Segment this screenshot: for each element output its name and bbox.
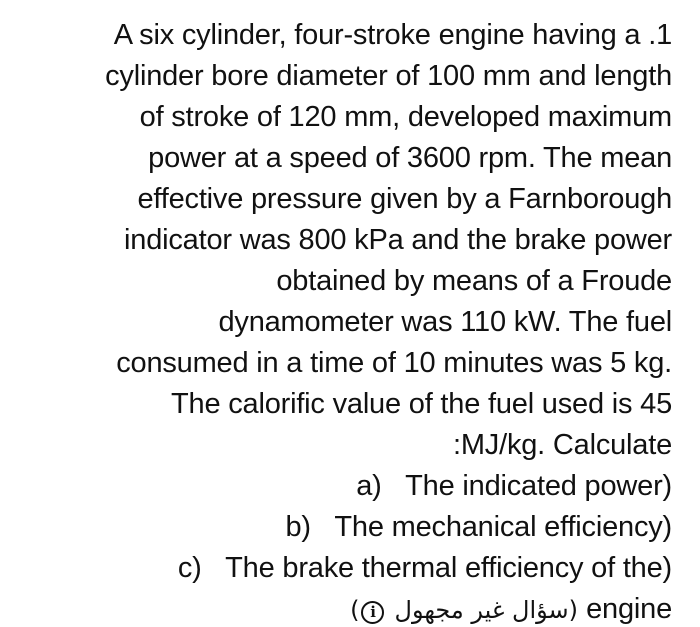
question-line-2: cylinder bore diameter of 100 mm and length [105,60,672,92]
question-line-11: :MJ/kg. Calculate [452,429,672,461]
item-a [356,469,672,503]
question-line-4: power at a speed of 3600 rpm. The mean [148,142,672,174]
item-a-text: The indicated power) [405,470,672,502]
item-a-letter: a) [356,470,382,502]
question-tag-label: سؤال غير مجهول [394,596,569,624]
question-line-6: indicator was 800 kPa and the brake power [124,224,672,256]
item-c-text: The brake thermal efficiency of the) [225,552,672,584]
item-c-letter: c) [177,552,202,584]
question-line-1: A six cylinder, four-stroke engine having a .1 [113,19,672,51]
item-b-text: The mechanical efficiency) [334,511,672,543]
tag-close-paren: ) [568,596,579,624]
last-word: engine [586,593,672,625]
tag-open-paren: ( [350,596,360,624]
item-c [178,551,672,585]
question-line-8: dynamometer was 110 kW. The fuel [218,306,672,338]
question-line-7: obtained by means of a Froude [276,265,672,297]
question-line-9: consumed in a time of 10 minutes was 5 kg. [116,347,672,379]
question-line-5: effective pressure given by a Farnborough [137,183,672,215]
info-icon[interactable]: i [361,601,384,624]
question-line-10: The calorific value of the fuel used is 45 [171,388,672,420]
item-b-letter: b) [285,511,311,543]
question-last-line [350,592,672,627]
question-line-3: of stroke of 120 mm, developed maximum [139,101,672,133]
item-b [285,510,672,544]
